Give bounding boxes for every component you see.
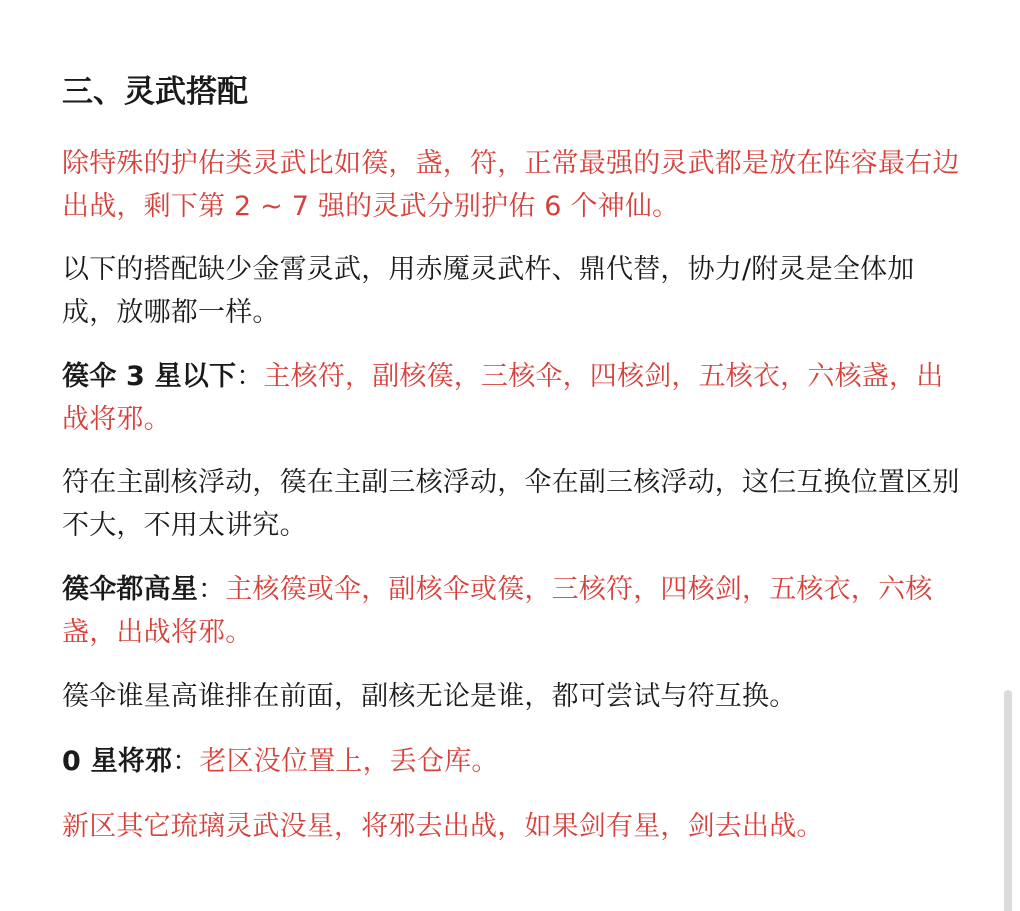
section-heading: 三、灵武搭配 — [62, 74, 248, 110]
config-label: 篌伞 3 星以下 — [62, 361, 237, 392]
scrollbar[interactable] — [1000, 0, 1020, 911]
config-colon: ： — [198, 574, 226, 605]
config-colon: ： — [172, 746, 200, 777]
config-text: 主核篌或伞，副核伞或篌，三核符，四核剑，五核衣，六核盏，出战将邪。 — [62, 574, 933, 648]
scrollbar-thumb[interactable] — [1004, 690, 1012, 911]
config-label: 0 星将邪 — [62, 746, 173, 777]
config-text: 主核符，副核篌，三核伞，四核剑，五核衣，六核盏，出战将邪。 — [62, 361, 944, 435]
paragraph-config-zero-star — [62, 740, 967, 783]
paragraph-config-high-star — [62, 568, 967, 654]
config-label: 篌伞都高星 — [62, 574, 198, 605]
config-text: 老区没位置上，丢仓库。 — [199, 746, 499, 777]
paragraph-config-low-star — [62, 355, 967, 441]
paragraph-note: 以下的搭配缺少金霄灵武，用赤魇灵武杵、鼎代替，协力/附灵是全体加成，放哪都一样。 — [62, 254, 915, 328]
paragraph-new-server: 新区其它琉璃灵武没星，将邪去出战，如果剑有星，剑去出战。 — [62, 811, 824, 842]
paragraph-float-note: 符在主副核浮动，篌在主副三核浮动，伞在副三核浮动，这仨互换位置区别不大，不用太讲究。 — [62, 467, 960, 541]
config-colon: ： — [236, 361, 264, 392]
paragraph-priority-note: 篌伞谁星高谁排在前面，副核无论是谁，都可尝试与符互换。 — [62, 681, 797, 712]
paragraph-intro: 除特殊的护佑类灵武比如篌，盏，符，正常最强的灵武都是放在阵容最右边出战，剩下第 2 ~ 7 强的灵武分别护佑 6 个神仙。 — [62, 148, 960, 222]
